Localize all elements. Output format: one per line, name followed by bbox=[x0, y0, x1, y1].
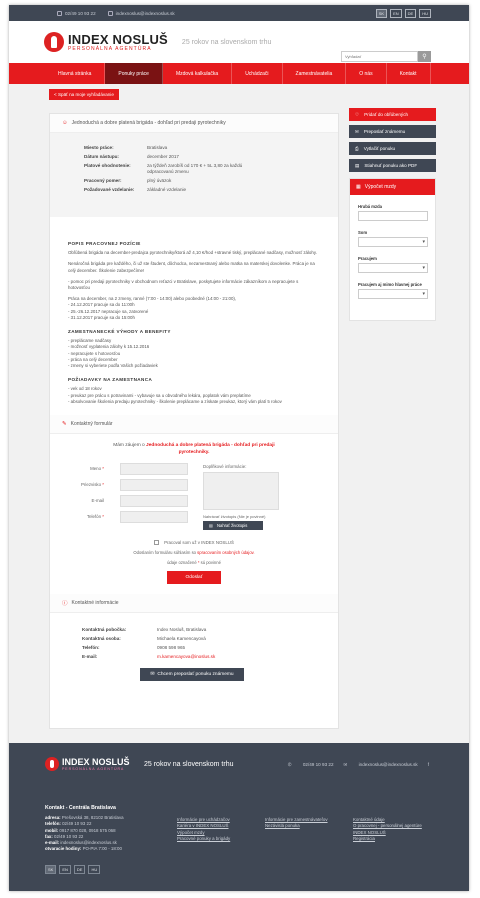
email-field[interactable] bbox=[120, 495, 188, 507]
back-to-search-button[interactable]: < Späť na moje vyhľadávanie bbox=[49, 89, 119, 100]
gross-salary-input[interactable] bbox=[358, 211, 428, 221]
footer-email[interactable]: ✉ indexnoslus@indexnoslus.sk bbox=[343, 762, 418, 767]
contact-row: Kontaktná osoba: Michaela Kamencayová bbox=[82, 636, 206, 642]
footer-headquarters: Kontakt - Centrála Bratislava adresa: Prešovská 38, 82102 Bratislava telefón: 02/49 10 93 22 mobil: 0917 870 028, 0918 575 068 fax: 02/49 10 93 22 e-mail: indexnoslus@indexnoslus.sk otvaracie hodiny: PO-PIA 7:00 - 18:00 bbox=[45, 805, 124, 852]
phone-field[interactable] bbox=[120, 511, 188, 523]
job-details bbox=[50, 133, 338, 217]
footer-link[interactable]: Registrácia bbox=[353, 835, 375, 841]
brand-logo[interactable] bbox=[44, 32, 168, 52]
surname-label: Priezvisko * bbox=[81, 482, 104, 488]
nav-contact[interactable]: Kontakt bbox=[387, 63, 431, 84]
lang-hu[interactable]: HU bbox=[88, 865, 100, 874]
footer-link[interactable]: Informácie pre uchádzačov bbox=[177, 817, 230, 822]
side-job-select[interactable] bbox=[358, 289, 428, 299]
contact-form-header: ✎ Kontaktný formulár bbox=[50, 415, 338, 434]
print-icon: ⎙ bbox=[355, 146, 359, 151]
footer-links-company bbox=[353, 817, 429, 842]
top-bar bbox=[9, 5, 469, 21]
upload-cv-button[interactable]: ▤ Nahrať životopis bbox=[203, 521, 263, 530]
job-description: POPIS PRACOVNEJ POZÍCIE Obľúbená brigáda na december-predajca pyrotechniky/ktorá až 4,10 €/hod +stravné tiský, preplácané nadčasy, možnosť zálohy. Nenáročná brigáda pre každého, či už ste študent, dôchodca, nezamestnaný alebo matka na materskej dovolenke. Práca je na celý december. Školenie zabezpečíme! - pomoc pri predaji pyrotechniky v obchodnom reťazci v Bratislave, poskytujete informácie zákazníkom a nepracujete s hotovosťou Práca na december, na 2 zmeny, ranné (7:00 - 14:00) alebo poobedné (14:00 - 21:00), - 24.12.2017 pracuje sa do 11:00h - 25.-26.12.2017 nepracuje sa, zatvorené - 31.12.2017 pracuje sa do 15:00h ZAMESTNANECKÉ VÝHODY A BENEFITY - preplácame nadčasy - možnosť vyplatenia zálohy k 15.12.2016 - nepracujete s hotovosťou - práca na celý december - zmeny si vyberiete podľa Vašich požiadaviek POŽIADAVKY NA ZAMESTNANCA - vek od 18 rokov - preukaz pre prácu s potravinami - vybavuje sa u obvodného lekára, poplatok vám preplatíme - absolvovanie školenia predaju pyrotechniky - školenie preplácame a získate preukaz, ktorý vám platí 5 rokov bbox=[50, 217, 338, 405]
language-switcher bbox=[373, 9, 431, 18]
lang-sk[interactable]: SK bbox=[376, 9, 387, 18]
phone-icon bbox=[57, 11, 62, 16]
search-input[interactable] bbox=[341, 51, 418, 62]
mail-icon bbox=[108, 11, 113, 16]
footer-logo[interactable]: INDEX NOSLUŠ PERSONÁLNA AGENTÚRA bbox=[45, 757, 130, 771]
header-slogan: 25 rokov na slovenskom trhu bbox=[181, 38, 272, 46]
form-intro: Mám záujem o Jednoduchá a dobre platená brigáda - dohľad pri predaji pyrotechniky. bbox=[113, 443, 275, 456]
footer-link[interactable]: Informácie pre zamestnávateľov bbox=[265, 817, 328, 822]
lang-de[interactable]: DE bbox=[74, 865, 86, 874]
file-icon: ▤ bbox=[209, 523, 213, 529]
page-frame bbox=[9, 5, 469, 891]
required-note: údaje označené * sú povinné bbox=[167, 560, 221, 566]
footer-link[interactable]: Kontaktné údaje bbox=[353, 817, 385, 822]
work-type-select[interactable] bbox=[358, 263, 428, 273]
download-pdf-button[interactable]: ▤ Stiahnuť ponuku ako PDF bbox=[349, 159, 436, 172]
footer-link[interactable]: Nezávislá ponuka bbox=[265, 823, 300, 829]
footer-link[interactable]: O pracovnej - personálnej agentúre INDEX NOSLUŠ bbox=[353, 823, 422, 835]
contact-row: Kontaktná pobočka: Index Nosluš, Bratislava bbox=[82, 627, 207, 633]
privacy-link[interactable]: spracovaním osobných údajov. bbox=[197, 550, 255, 556]
site-header bbox=[9, 21, 469, 63]
name-label: Meno * bbox=[90, 466, 104, 472]
nav-job-offers[interactable]: Ponuky práce bbox=[105, 63, 163, 84]
lang-en[interactable]: EN bbox=[59, 865, 71, 874]
topbar-email[interactable]: indexnoslus@indexnoslus.sk bbox=[108, 11, 175, 16]
detail-row: Pracovný pomer: plný úväzok bbox=[84, 178, 172, 183]
name-field[interactable] bbox=[120, 463, 188, 475]
footer-language-switcher bbox=[45, 865, 103, 874]
job-title-bar bbox=[50, 114, 338, 133]
job-detail-panel bbox=[49, 113, 339, 729]
lang-en[interactable]: EN bbox=[390, 9, 402, 18]
nav-home[interactable]: Hlavná stránka bbox=[45, 63, 105, 84]
contact-row: E-mail: m.kamencayova@inoslus.sk bbox=[82, 654, 216, 660]
email-label: E-mail bbox=[91, 498, 104, 504]
salary-calculator: ▦ Výpočet mzdy Hrubá mzda Som ▾ Pracujem ▾ Pracujem aj mimo hlavnej práce ▾ bbox=[349, 178, 436, 321]
contact-info bbox=[50, 613, 338, 660]
send-to-friend-button[interactable]: ✉ Preposlať známemu bbox=[349, 125, 436, 138]
heading-requirements: POŽIADAVKY NA ZAMESTNANCA bbox=[68, 377, 153, 383]
footer-slogan: 25 rokov na slovenskom trhu bbox=[144, 761, 234, 768]
lang-de[interactable]: DE bbox=[405, 9, 417, 18]
heart-icon: ♡ bbox=[355, 111, 360, 117]
footer-contact bbox=[278, 762, 429, 768]
phone-label: Telefón * bbox=[86, 514, 104, 520]
pdf-icon: ▤ bbox=[355, 162, 360, 168]
nav-employers[interactable]: Zamestnávatelia bbox=[283, 63, 347, 84]
surname-field[interactable] bbox=[120, 479, 188, 491]
contact-form bbox=[50, 434, 338, 584]
brand-subtitle: PERSONÁLNA AGENTÚRA bbox=[68, 45, 152, 52]
sidebar bbox=[349, 108, 436, 321]
detail-row: Dátum nástupu: december 2017 bbox=[84, 154, 179, 159]
nav-salary-calculator[interactable]: Mzdová kalkulačka bbox=[163, 63, 232, 84]
status-select[interactable] bbox=[358, 237, 428, 247]
detail-row: Platové ohodnotenie: za týždeň zarobíš od 170 € + 5L 3,80 za každú odpracovanú zmenu bbox=[84, 163, 243, 174]
footer-phone[interactable]: ✆ 02/49 10 93 22 bbox=[287, 762, 334, 767]
search-button[interactable] bbox=[418, 51, 431, 62]
consent-text: Odoslaním formuláru súhlasím so spracovaním osobných údajov. bbox=[133, 550, 255, 556]
main-nav bbox=[9, 63, 469, 84]
form-icon: ✎ bbox=[62, 421, 67, 428]
site-footer bbox=[9, 743, 469, 891]
footer-links-applicants bbox=[177, 817, 257, 842]
calculator-icon: ▦ bbox=[356, 184, 361, 190]
footer-links-employers bbox=[265, 817, 329, 830]
calculator-header: ▦ Výpočet mzdy bbox=[350, 179, 435, 195]
notes-textarea[interactable] bbox=[203, 472, 279, 510]
lang-hu[interactable]: HU bbox=[419, 9, 431, 18]
footer-link[interactable]: Pracovné ponuky a brigády bbox=[177, 835, 231, 841]
contact-row: Telefón: 0908 598 965 bbox=[82, 645, 186, 651]
nav-about[interactable]: O nás bbox=[346, 63, 386, 84]
person-icon: ☺ bbox=[62, 120, 68, 126]
detail-row: Miesto práce: Bratislava bbox=[84, 145, 168, 150]
heading-description: POPIS PRACOVNEJ POZÍCIE bbox=[68, 241, 141, 246]
logo-figure-icon bbox=[45, 757, 59, 771]
share-offer-button[interactable]: ✉ Chcem preposlať ponuku známemu bbox=[140, 668, 244, 681]
contact-email-link[interactable]: m.kamencayova@inoslus.sk bbox=[157, 654, 216, 660]
print-button[interactable]: ⎙ Vytlačiť ponuku bbox=[349, 142, 436, 155]
mail-icon: ✉ bbox=[150, 672, 155, 678]
job-title: Jednoduchá a dobre platená brigáda - dohľad pri predaji pyrotechniky bbox=[71, 120, 226, 126]
search-bar bbox=[341, 51, 431, 62]
upload-label: Nahrávať životopis (Nie je povinné) bbox=[203, 514, 266, 520]
logo-figure-icon bbox=[44, 32, 64, 52]
submit-button[interactable]: Odoslať bbox=[167, 571, 221, 584]
footer-link[interactable]: Výpočet mzdy bbox=[177, 829, 205, 835]
form-fields bbox=[50, 464, 338, 530]
add-favourite-button[interactable]: ♡ Pridať do obľúbených bbox=[349, 108, 436, 121]
contact-info-header: ⓘ Kontaktné informácie bbox=[50, 594, 338, 613]
lang-sk[interactable]: SK bbox=[45, 865, 56, 874]
worked-before-checkbox[interactable] bbox=[154, 540, 159, 545]
topbar-phone[interactable]: 02/49 10 93 22 bbox=[57, 11, 96, 16]
info-icon: ⓘ bbox=[62, 601, 68, 608]
footer-link[interactable]: Kariéra v INDEX NOSLUŠ bbox=[177, 823, 229, 829]
brand-name: INDEX NOSLUŠ bbox=[68, 31, 168, 47]
worked-before-checkbox-row: Pracoval som už v INDEX NOSLUŠ bbox=[50, 540, 338, 545]
mail-icon: ✉ bbox=[355, 128, 359, 134]
heading-benefits: ZAMESTNANECKÉ VÝHODY A BENEFITY bbox=[68, 329, 171, 335]
facebook-icon[interactable]: f bbox=[427, 762, 429, 767]
notes-label: Doplňkové informácie: bbox=[203, 464, 247, 470]
detail-row: Požadované vzdelanie: základné vzdelanie bbox=[84, 187, 187, 192]
nav-applicants[interactable]: Uchádzači bbox=[232, 63, 282, 84]
search-icon: ⚲ bbox=[422, 54, 427, 60]
